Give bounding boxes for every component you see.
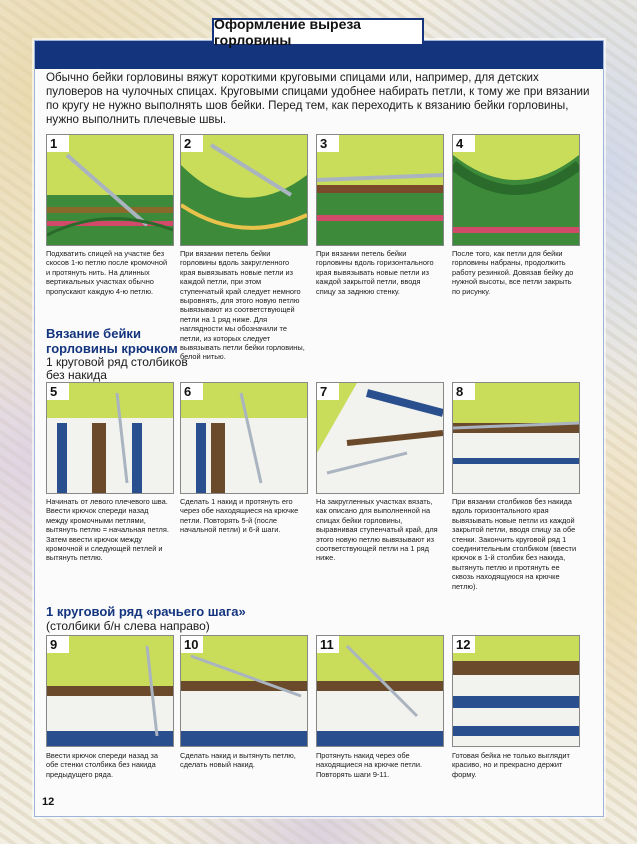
section-heading-crab-stitch: 1 круговой ряд «рачьего шага» [46,604,246,619]
step-number: 10 [181,636,203,653]
step-number: 1 [47,135,69,152]
heading-line: горловины крючком [46,341,178,356]
step-number: 4 [453,135,475,152]
photo-step-2 [180,134,308,246]
photo-step-4 [452,134,580,246]
step-caption: Готовая бейка не только выглядит красиво, но и прекрасно держит форму. [452,751,570,779]
step-number: 12 [453,636,475,653]
step-caption: После того, как петли для бейки горловины набраны, продолжить работу резинкой. Довязав бейку до нужной высоты, все петли закрыть по рисунку. [452,249,574,296]
step-caption: Сделать накид и вытянуть петлю, сделать новый накид. [180,751,296,770]
photo-step-3 [316,134,444,246]
photo-step-8 [452,382,580,494]
step-number: 3 [317,135,339,152]
subtitle-line: без накида [46,368,107,382]
photo-step-7 [316,382,444,494]
step-number: 8 [453,383,475,400]
step-caption: Подхватить спицей на участке без скосов 1-ю петлю после кромочной и протянуть нить. На длинных вертикальных участках обычно пропускают каждую 4-ю петлю. [46,249,168,296]
photo-step-12 [452,635,580,747]
step-caption: При вязании петель бейки горловины вдоль закругленного края вывязывать новые петли из каждой петли, при этом ступенчатый край следует немного выровнять, для этого новую петлю вывязывают из соответствующей петли на 1 ряд ниже. Для наглядности мы обозначили те петли, из которых следует вывязывать петли бейки горловины, белой нитью. [180,249,305,362]
step-number: 2 [181,135,203,152]
page-number: 12 [42,796,55,808]
step-number: 5 [47,383,69,400]
photo-step-5 [46,382,174,494]
heading-line: Вязание бейки [46,326,141,341]
subtitle-line: 1 круговой ряд столбиков [46,355,188,369]
photo-step-1 [46,134,174,246]
photo-step-11 [316,635,444,747]
section-subtitle [46,356,188,382]
section-heading-needles: Вязание бейки горловины на спицах [46,54,285,69]
photo-step-6 [180,382,308,494]
section-intro: Обычно бейки горловины вяжут короткими круговыми спицами или, например, для детских пуловеров на чулочных спицах. Круговыми спицами удобнее набирать петли, к тому же при вязании по кругу не нужно выполнять шов бейки. Перед тем, как переходить к вязанию бейки горловины, нужно выполнить плечевые швы. [46,71,590,126]
step-number: 11 [317,636,339,653]
photo-step-10 [180,635,308,747]
step-number: 7 [317,383,339,400]
step-caption: Протянуть накид через обе находящиеся на крючке петли. Повторять шаги 9-11. [316,751,423,779]
step-caption: На закругленных участках вязать, как описано для выполненной на спицах бейки горловины, выравнивая ступенчатый край, для этого новую петлю вывязывают из соответствующей петли на 1 ряд ниже. [316,497,438,563]
step-number: 9 [47,636,69,653]
step-caption: При вязании петель бейки горловины вдоль горизонтального края вывязывать новые петли из каждой закрытой петли, вводя спицу за заднюю стенку. [316,249,434,296]
step-caption: Ввести крючок спереди назад за обе стенки столбика без накида предыдущего ряда. [46,751,158,779]
page-title: Оформление выреза горловины [212,18,424,46]
section-heading-crochet [46,326,178,356]
step-caption: При вязании столбиков без накида вдоль горизонтального края вывязывать новые петли из каждой закрытой петли, вводя спицу за обе стенки. Закончить круговой ряд 1 соединительным столбиком (ввести крючок в 1-й столбик без накида, вытянуть петлю и протянуть ее сквозь находящуюся на крючке петлю). [452,497,577,591]
step-caption: Начинать от левого плечевого шва. Ввести крючок спереди назад между кромочными петлями, вытянуть петлю = начальная петля. Затем ввести крючок между кромочной и следующей петлей и вытянуть петлю. [46,497,169,563]
step-number: 6 [181,383,203,400]
step-caption: Сделать 1 накид и протянуть его через обе находящиеся на крючке петли. Повторять 5-й (после начальной петли) и 6-й шаги. [180,497,299,535]
section-subtitle: (столбики б/н слева направо) [46,619,210,633]
photo-step-9 [46,635,174,747]
